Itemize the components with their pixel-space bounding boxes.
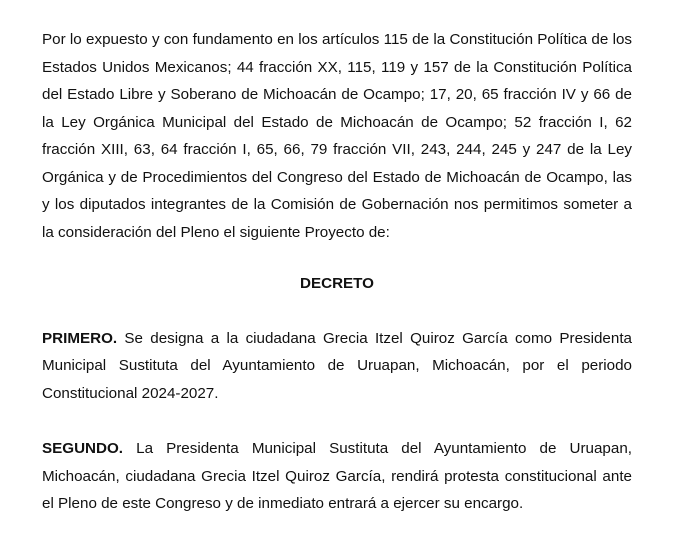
decree-heading: DECRETO (300, 275, 374, 292)
article-label: SEGUNDO. (42, 440, 124, 457)
article-text: La Presidenta Municipal Sustituta del Ayuntamiento de Uruapan, Michoacán, ciudadana Grecia Itzel Quiroz García, rendirá protesta constitucional ante el Pleno de este Congreso y de inmediato entrará a ejercer su encargo. (42, 440, 632, 512)
article-label: PRIMERO. (42, 329, 118, 347)
article-segundo (42, 435, 632, 518)
intro-paragraph: Por lo expuesto y con fundamento en los artículos 115 de la Constitución Política de los Estados Unidos Mexicanos; 44 fracción XX, 115, 119 y 157 de la Constitución Política del Estado Libre y Soberano de Michoacán de Ocampo; 17, 20, 65 fracción IV y 66 de la Ley Orgánica Municipal del Estado de Michoacán de Ocampo; 52 fracción I, 62 fracción XIII, 63, 64 fracción I, 65, 66, 79 fracción VII, 243, 244, 245 y 247 de la Ley Orgánica y de Procedimientos del Congreso del Estado de Michoacán de Ocampo, las y los diputados integrantes de la Comisión de Gobernación nos permitimos someter a la consideración del Pleno el siguiente Proyecto de: (42, 31, 632, 241)
article-text: Se designa a la ciudadana Grecia Itzel Quiroz García como Presidenta Municipal Sustituta del Ayuntamiento de Uruapan, Michoacán, por el periodo Constitucional 2024-2027. (42, 329, 632, 402)
article-primero (42, 325, 632, 408)
document-page (42, 26, 632, 546)
